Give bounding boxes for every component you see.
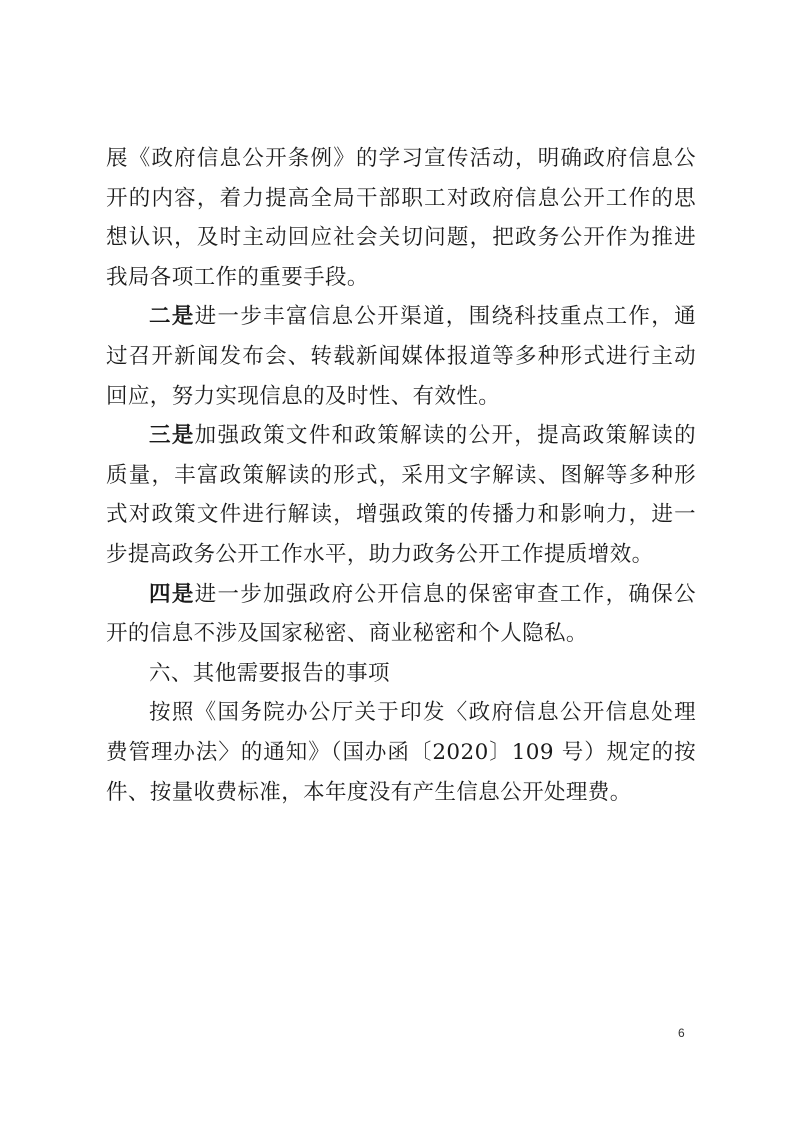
point-lead: 二是 [149, 304, 195, 330]
paragraph-text: 进一步加强政府公开信息的保密审查工作，确保公开的信息不涉及国家秘密、商业秘密和个人隐私。 [106, 581, 696, 647]
point-lead: 四是 [149, 581, 195, 607]
paragraph-text: 展《政府信息公开条例》的学习宣传活动，明确政府信息公开的内容，着力提高全局干部职工对政府信息公开工作的思想认识，及时主动回应社会关切问题，把政务公开作为推进我局各项工作的重要手段。 [106, 146, 696, 290]
paragraph-continued [106, 139, 696, 297]
paragraph-point-two [106, 297, 696, 416]
page-number: 6 [678, 1026, 685, 1040]
paragraph-text: 加强政策文件和政策解读的公开，提高政策解读的质量，丰富政策解读的形式，采用文字解读、图解等多种形式对政策文件进行解读，增强政策的传播力和影响力，进一步提高政务公开工作水平，助力政务公开工作提质增效。 [106, 423, 696, 567]
paragraph-point-four [106, 575, 696, 654]
point-lead: 三是 [149, 423, 195, 449]
paragraph-text: 进一步丰富信息公开渠道，围绕科技重点工作，通过召开新闻发布会、转载新闻媒体报道等多种形式进行主动回应，努力实现信息的及时性、有效性。 [106, 304, 696, 409]
paragraph-fees: 按照《国务院办公厅关于印发〈政府信息公开信息处理费管理办法〉的通知》（国办函〔2020〕109 号）规定的按件、按量收费标准，本年度没有产生信息公开处理费。 [106, 700, 696, 805]
paragraph-point-three [106, 416, 696, 574]
section-heading: 六、其他需要报告的事项 [149, 660, 390, 686]
document-body [106, 139, 696, 812]
